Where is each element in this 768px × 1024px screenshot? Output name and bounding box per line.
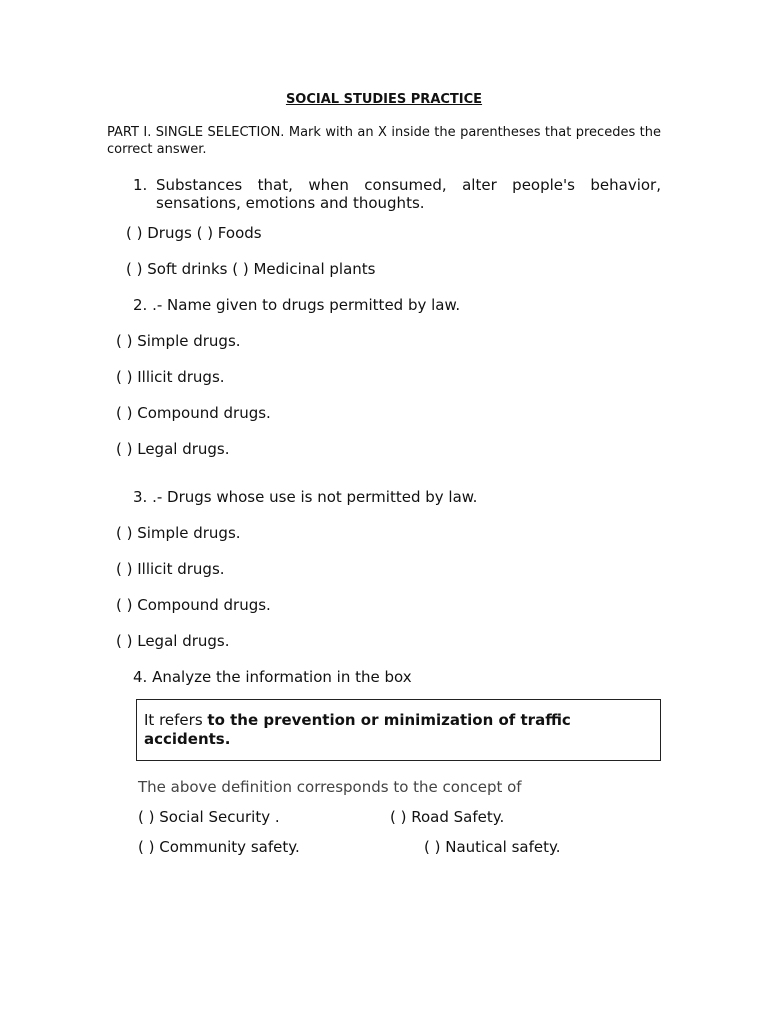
question-4-option: ( ) Community safety. [138,838,300,856]
definition-text [144,711,644,749]
definition-prefix: It refers [144,711,208,729]
question-2-option: ( ) Compound drugs. [116,404,271,422]
question-2-option: ( ) Illicit drugs. [116,368,225,386]
question-3-option: ( ) Illicit drugs. [116,560,225,578]
question-4-option: ( ) Social Security . [138,808,280,826]
question-3-option: ( ) Simple drugs. [116,524,241,542]
question-2-option: ( ) Simple drugs. [116,332,241,350]
question-1-options-row-1: ( ) Drugs ( ) Foods [126,224,262,242]
question-3-option: ( ) Compound drugs. [116,596,271,614]
page-title: SOCIAL STUDIES PRACTICE [285,92,483,107]
question-3-text: 3. .- Drugs whose use is not permitted by law. [133,488,478,506]
definition-box [136,699,661,761]
question-3-option: ( ) Legal drugs. [116,632,230,650]
question-2-text: 2. .- Name given to drugs permitted by law. [133,296,461,314]
question-4-option: ( ) Road Safety. [390,808,505,826]
question-4-followup: The above definition corresponds to the concept of [138,778,522,796]
definition-bold: to the prevention or minimization of traffic accidents. [144,711,571,748]
question-2-option: ( ) Legal drugs. [116,440,230,458]
question-4-text: 4. Analyze the information in the box [133,668,412,686]
instructions: PART I. SINGLE SELECTION. Mark with an X inside the parentheses that precedes the correct answer. [107,125,661,157]
question-1-number: 1. [133,176,148,194]
question-1-text: Substances that, when consumed, alter people's behavior, sensations, emotions and thoughts. [156,176,661,212]
question-4-option: ( ) Nautical safety. [424,838,561,856]
question-1-options-row-2: ( ) Soft drinks ( ) Medicinal plants [126,260,376,278]
